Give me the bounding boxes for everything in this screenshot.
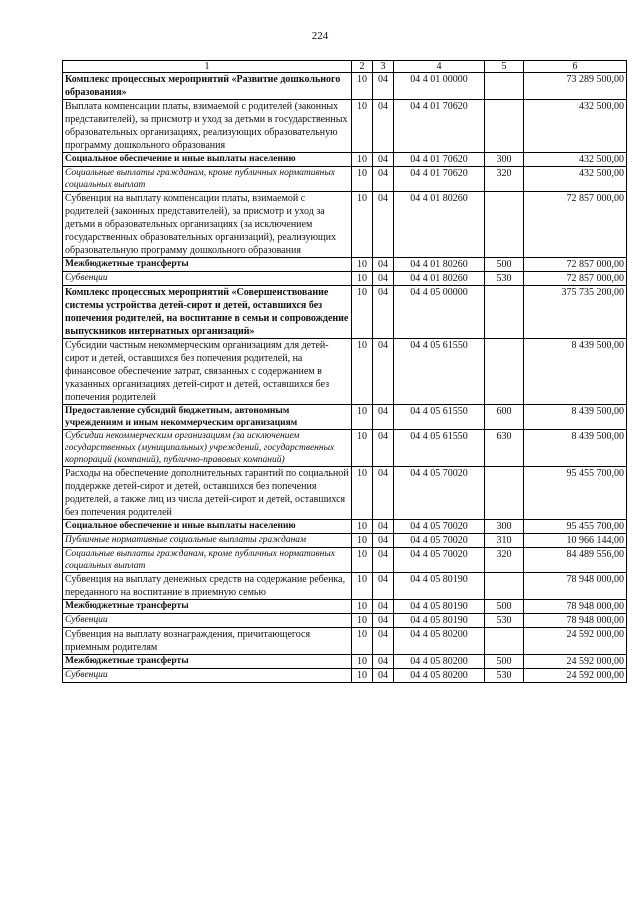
section-code: 10 [352, 258, 373, 272]
row-name: Субвенции [63, 614, 352, 628]
subsection-code: 04 [373, 600, 394, 614]
table-row [63, 467, 627, 520]
row-name: Межбюджетные трансферты [63, 655, 352, 669]
amount: 8 439 500,00 [524, 339, 627, 405]
target-article-code: 04 4 05 70020 [394, 520, 485, 534]
target-article-code: 04 4 05 00000 [394, 286, 485, 339]
subsection-code: 04 [373, 286, 394, 339]
expense-type-code: 320 [485, 548, 524, 573]
section-code: 10 [352, 100, 373, 153]
subsection-code: 04 [373, 73, 394, 100]
amount: 24 592 000,00 [524, 655, 627, 669]
expense-type-code [485, 73, 524, 100]
amount: 78 948 000,00 [524, 573, 627, 600]
row-name: Субвенция на выплату компенсации платы, взимаемой с родителей (законных представителей), за присмотр и уход за детьми в образовательных организациях (за исключением государственных образовательных организаций), реализующих образовательную программу дошкольного образования [63, 192, 352, 258]
table-row [63, 258, 627, 272]
amount: 375 735 200,00 [524, 286, 627, 339]
amount: 78 948 000,00 [524, 614, 627, 628]
target-article-code: 04 4 05 61550 [394, 405, 485, 430]
amount: 72 857 000,00 [524, 192, 627, 258]
expense-type-code: 530 [485, 669, 524, 683]
row-name: Публичные нормативные социальные выплаты гражданам [63, 534, 352, 548]
table-row [63, 573, 627, 600]
subsection-code: 04 [373, 100, 394, 153]
target-article-code: 04 4 05 70020 [394, 467, 485, 520]
subsection-code: 04 [373, 548, 394, 573]
target-article-code: 04 4 01 80260 [394, 272, 485, 286]
subsection-code: 04 [373, 520, 394, 534]
subsection-code: 04 [373, 272, 394, 286]
subsection-code: 04 [373, 192, 394, 258]
subsection-code: 04 [373, 405, 394, 430]
amount: 72 857 000,00 [524, 258, 627, 272]
row-name: Межбюджетные трансферты [63, 258, 352, 272]
target-article-code: 04 4 01 70620 [394, 167, 485, 192]
target-article-code: 04 4 05 80200 [394, 655, 485, 669]
expense-type-code: 300 [485, 153, 524, 167]
amount: 8 439 500,00 [524, 405, 627, 430]
section-code: 10 [352, 600, 373, 614]
subsection-code: 04 [373, 430, 394, 467]
amount: 72 857 000,00 [524, 272, 627, 286]
table-row [63, 520, 627, 534]
subsection-code: 04 [373, 614, 394, 628]
row-name: Субвенции [63, 272, 352, 286]
table-header-row [63, 61, 627, 73]
row-name: Субсидии частным некоммерческим организациям для детей-сирот и детей, оставшихся без попечения родителей, на финансовое обеспечение затрат, связанных с содержанием в указанных организациях детей-сирот и детей, оставшихся без попечения родителей [63, 339, 352, 405]
expense-type-code [485, 339, 524, 405]
target-article-code: 04 4 01 80260 [394, 258, 485, 272]
section-code: 10 [352, 520, 373, 534]
subsection-code: 04 [373, 467, 394, 520]
target-article-code: 04 4 05 70020 [394, 548, 485, 573]
section-code: 10 [352, 669, 373, 683]
subsection-code: 04 [373, 258, 394, 272]
row-name: Предоставление субсидий бюджетным, автономным учреждениям и иным некоммерческим организациям [63, 405, 352, 430]
table-row [63, 73, 627, 100]
expense-type-code: 500 [485, 258, 524, 272]
page-number: 224 [311, 30, 329, 42]
row-name: Социальное обеспечение и иные выплаты населению [63, 153, 352, 167]
section-code: 10 [352, 153, 373, 167]
subsection-code: 04 [373, 655, 394, 669]
row-name: Комплекс процессных мероприятий «Совершенствование системы устройства детей-сирот и детей, оставшихся без попечения родителей, на воспитание в семьи и сопровождение выпускников интернатных организаций» [63, 286, 352, 339]
expense-type-code: 530 [485, 614, 524, 628]
table-row [63, 628, 627, 655]
table-row [63, 655, 627, 669]
section-code: 10 [352, 192, 373, 258]
section-code: 10 [352, 339, 373, 405]
section-code: 10 [352, 405, 373, 430]
row-name: Субсидии некоммерческим организациям (за исключением государственных (муниципальных) учреждений, государственных корпораций (компаний), публично-правовых компаний) [63, 430, 352, 467]
column-header: 4 [394, 61, 485, 73]
expense-type-code: 500 [485, 655, 524, 669]
subsection-code: 04 [373, 534, 394, 548]
target-article-code: 04 4 05 80200 [394, 669, 485, 683]
amount: 10 966 144,00 [524, 534, 627, 548]
expense-type-code: 310 [485, 534, 524, 548]
target-article-code: 04 4 05 61550 [394, 430, 485, 467]
row-name: Социальные выплаты гражданам, кроме публичных нормативных социальных выплат [63, 548, 352, 573]
subsection-code: 04 [373, 339, 394, 405]
amount: 432 500,00 [524, 167, 627, 192]
amount: 78 948 000,00 [524, 600, 627, 614]
section-code: 10 [352, 573, 373, 600]
section-code: 10 [352, 286, 373, 339]
expense-type-code [485, 100, 524, 153]
table-row [63, 192, 627, 258]
amount: 84 489 556,00 [524, 548, 627, 573]
amount: 432 500,00 [524, 100, 627, 153]
row-name: Социальные выплаты гражданам, кроме публичных нормативных социальных выплат [63, 167, 352, 192]
table-row [63, 286, 627, 339]
row-name: Субвенция на выплату денежных средств на содержание ребенка, переданного на воспитание в приемную семью [63, 573, 352, 600]
target-article-code: 04 4 01 00000 [394, 73, 485, 100]
subsection-code: 04 [373, 573, 394, 600]
expense-type-code [485, 573, 524, 600]
target-article-code: 04 4 05 80190 [394, 600, 485, 614]
expense-type-code: 500 [485, 600, 524, 614]
target-article-code: 04 4 05 61550 [394, 339, 485, 405]
table-row [63, 430, 627, 467]
section-code: 10 [352, 430, 373, 467]
table-row [63, 167, 627, 192]
section-code: 10 [352, 534, 373, 548]
section-code: 10 [352, 272, 373, 286]
expense-type-code: 630 [485, 430, 524, 467]
section-code: 10 [352, 628, 373, 655]
target-article-code: 04 4 01 70620 [394, 100, 485, 153]
amount: 24 592 000,00 [524, 669, 627, 683]
expense-type-code [485, 286, 524, 339]
expense-type-code [485, 467, 524, 520]
table-row [63, 600, 627, 614]
amount: 432 500,00 [524, 153, 627, 167]
table-row [63, 669, 627, 683]
amount: 8 439 500,00 [524, 430, 627, 467]
section-code: 10 [352, 655, 373, 669]
budget-table [62, 60, 627, 683]
subsection-code: 04 [373, 669, 394, 683]
amount: 95 455 700,00 [524, 467, 627, 520]
target-article-code: 04 4 01 70620 [394, 153, 485, 167]
column-header: 5 [485, 61, 524, 73]
row-name: Межбюджетные трансферты [63, 600, 352, 614]
expense-type-code: 320 [485, 167, 524, 192]
table-row [63, 534, 627, 548]
subsection-code: 04 [373, 167, 394, 192]
amount: 24 592 000,00 [524, 628, 627, 655]
row-name: Субвенция на выплату вознаграждения, причитающегося приемным родителям [63, 628, 352, 655]
expense-type-code: 530 [485, 272, 524, 286]
expense-type-code: 600 [485, 405, 524, 430]
section-code: 10 [352, 73, 373, 100]
table-row [63, 100, 627, 153]
expense-type-code [485, 192, 524, 258]
section-code: 10 [352, 548, 373, 573]
subsection-code: 04 [373, 153, 394, 167]
section-code: 10 [352, 167, 373, 192]
expense-type-code: 300 [485, 520, 524, 534]
table-row [63, 548, 627, 573]
column-header: 6 [524, 61, 627, 73]
column-header: 3 [373, 61, 394, 73]
target-article-code: 04 4 05 80190 [394, 614, 485, 628]
table-row [63, 405, 627, 430]
target-article-code: 04 4 05 70020 [394, 534, 485, 548]
section-code: 10 [352, 467, 373, 520]
amount: 73 289 500,00 [524, 73, 627, 100]
row-name: Субвенции [63, 669, 352, 683]
table-row [63, 153, 627, 167]
column-header: 1 [63, 61, 352, 73]
row-name: Выплата компенсации платы, взимаемой с родителей (законных представителей), за присмотр и уход за детьми в государственных образовательных организациях, реализующих образовательную программу дошкольного образования [63, 100, 352, 153]
expense-type-code [485, 628, 524, 655]
table-row [63, 272, 627, 286]
row-name: Социальное обеспечение и иные выплаты населению [63, 520, 352, 534]
row-name: Расходы на обеспечение дополнительных гарантий по социальной поддержке детей-сирот и детей, оставшихся без попечения родителей, а также лиц из числа детей-сирот и детей, оставшихся без попечения родителей [63, 467, 352, 520]
target-article-code: 04 4 05 80200 [394, 628, 485, 655]
table-row [63, 339, 627, 405]
row-name: Комплекс процессных мероприятий «Развитие дошкольного образования» [63, 73, 352, 100]
target-article-code: 04 4 01 80260 [394, 192, 485, 258]
target-article-code: 04 4 05 80190 [394, 573, 485, 600]
amount: 95 455 700,00 [524, 520, 627, 534]
column-header: 2 [352, 61, 373, 73]
subsection-code: 04 [373, 628, 394, 655]
section-code: 10 [352, 614, 373, 628]
table-row [63, 614, 627, 628]
